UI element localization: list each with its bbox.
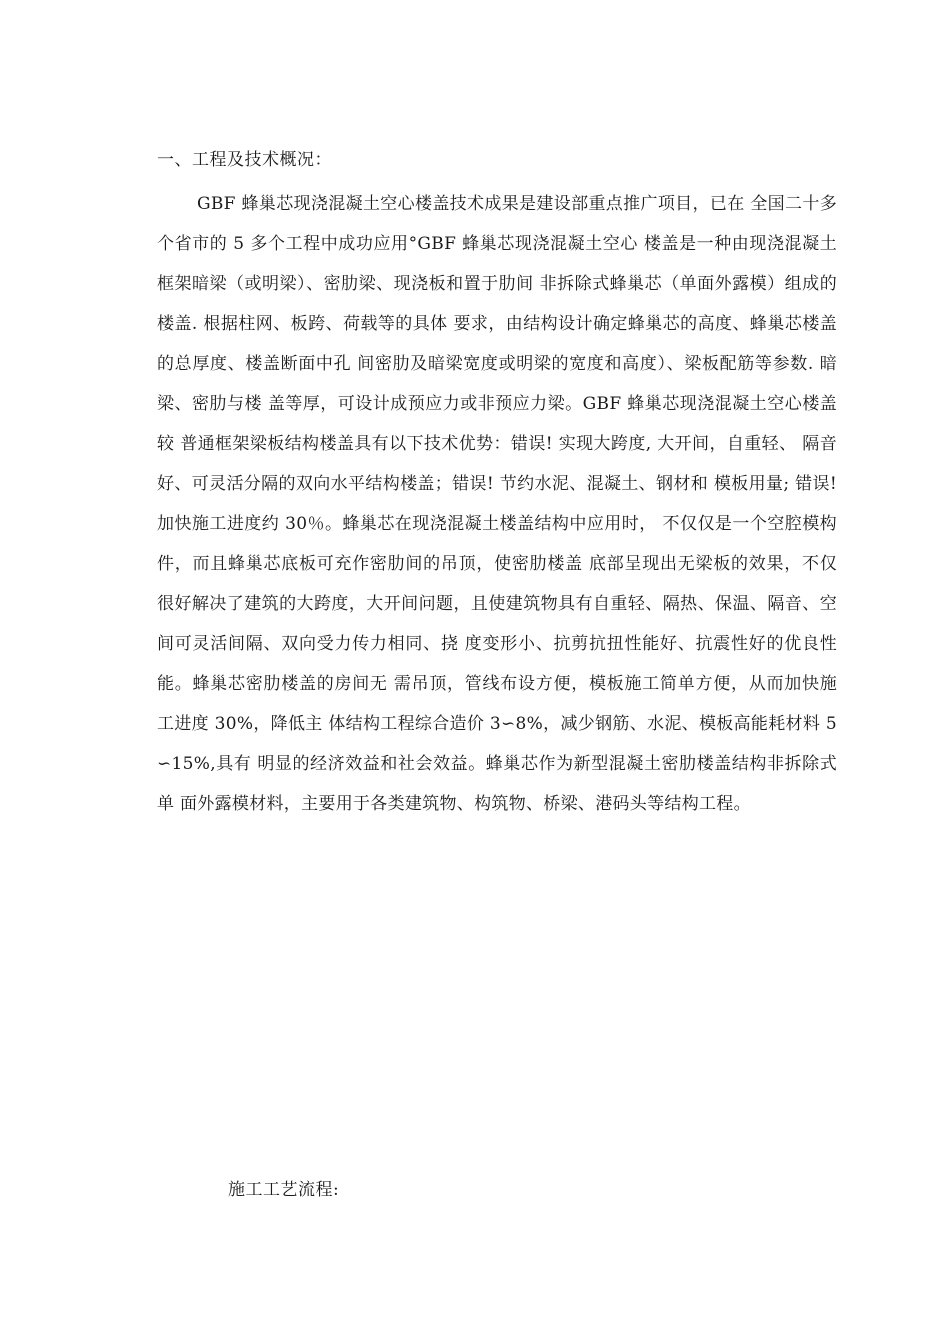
process-subheading: 施工工艺流程: [228,1180,340,1200]
section-heading: 一、工程及技术概况： [157,150,332,170]
body-paragraph: GBF 蜂巢芯现浇混凝土空心楼盖技术成果是建设部重点推广项目，已在 全国二十多个省市的 5 多个工程中成功应用°GBF 蜂巢芯现浇混凝土空心 楼盖是一种由现浇混凝土框架暗梁（或明梁）、密肋梁、现浇板和置于肋间 非拆除式蜂巢芯（单面外露模）组成的楼盖. 根据柱网、板跨、荷载等的具体 要求，由结构设计确定蜂巢芯的高度、蜂巢芯楼盖的总厚度、楼盖断面中孔 间密肋及暗梁宽度或明梁的宽度和高度）、梁板配筋等参数. 暗梁、密肋与楼 盖等厚，可设计成预应力或非预应力梁。GBF 蜂巢芯现浇混凝土空心楼盖较 普通框架梁板结构楼盖具有以下技术优势：错误! 实现大跨度, 大开间，自重轻、 隔音好、可灵活分隔的双向水平结构楼盖；错误! 节约水泥、混凝土、钢材和 模板用量; 错误! 加快施工进度约 30％。蜂巢芯在现浇混凝土楼盖结构中应用时， 不仅仅是一个空腔模构件，而且蜂巢芯底板可充作密肋间的吊顶，使密肋楼盖 底部呈现出无梁板的效果，不仅很好解决了建筑的大跨度，大开间问题，且使建筑物具有自重轻、隔热、保温、隔音、空间可灵活间隔、双向受力传力相同、挠 度变形小、抗剪抗扭性能好、抗震性好的优良性能。蜂巢芯密肋楼盖的房间无 需吊顶，管线布设方便，模板施工简单方便，从而加快施工进度 30%，降低主 体结构工程综合造价 3∽8%，减少钢筋、水泥、模板高能耗材料 5∽15%,具有 明显的经济效益和社会效益。蜂巢芯作为新型混凝土密肋楼盖结构非拆除式单 面外露模材料，主要用于各类建筑物、构筑物、桥梁、港码头等结构工程。 [157,194,837,814]
